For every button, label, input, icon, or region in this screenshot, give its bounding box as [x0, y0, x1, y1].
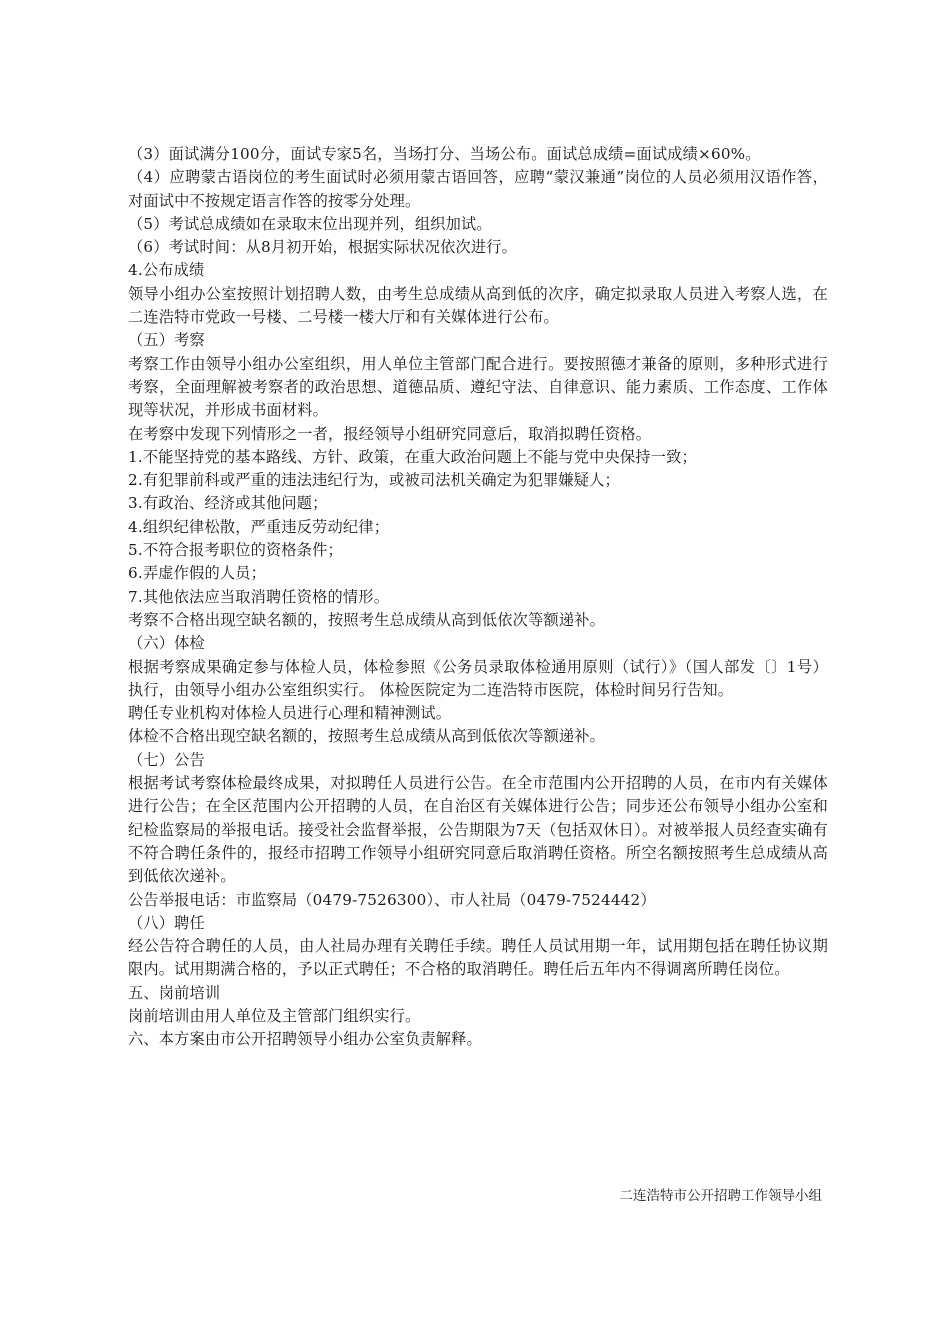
document-paragraph: 经公告符合聘任的人员，由人社局办理有关聘任手续。聘任人员试用期一年，试用期包括在聘任协议期限内。试用期满合格的，予以正式聘任；不合格的取消聘任。聘任后五年内不得调离所聘任岗位。: [128, 937, 828, 979]
document-paragraph: 4.组织纪律松散，严重违反劳动纪律；: [128, 517, 390, 536]
document-paragraph: 根据考察成果确定参与体检人员，体检参照《公务员录取体检通用原则（试行）》（国人部发〔〕1号）执行，由领导小组办公室组织实行。 体检医院定为二连浩特市医院，体检时间另行告知。: [128, 657, 828, 699]
signature-line: 二连浩特市公开招聘工作领导小组: [619, 1188, 822, 1204]
document-paragraph: 4.公布成绩: [128, 261, 205, 280]
document-paragraph: 体检不合格出现空缺名额的，按照考生总成绩从高到低依次等额递补。: [128, 727, 606, 746]
document-paragraph: 六、本方案由市公开招聘领导小组办公室负责解释。: [128, 1030, 482, 1049]
document-paragraph: （八）聘任: [128, 913, 205, 932]
document-body: [128, 143, 828, 1052]
document-paragraph: 1.不能坚持党的基本路线、方针、政策，在重大政治问题上不能与党中央保持一致；: [128, 447, 697, 466]
document-paragraph: 在考察中发现下列情形之一者，报经领导小组研究同意后，取消拟聘任资格。: [128, 424, 652, 443]
document-paragraph: （4）应聘蒙古语岗位的考生面试时必须用蒙古语回答，应聘“蒙汉兼通”岗位的人员必须用汉语作答，对面试中不按规定语言作答的按零分处理。: [128, 168, 828, 210]
document-paragraph: 3.有政治、经济或其他问题；: [128, 494, 328, 513]
document-paragraph: 公告举报电话：市监察局（0479-7526300）、市人社局（0479-7524442）: [128, 890, 656, 909]
document-paragraph: 聘任专业机构对体检人员进行心理和精神测试。: [128, 704, 452, 723]
document-paragraph: 五、岗前培训: [128, 983, 221, 1002]
document-paragraph: 2.有犯罪前科或严重的违法违纪行为，或被司法机关确定为犯罪嫌疑人；: [128, 471, 620, 490]
document-paragraph: （六）体检: [128, 634, 205, 653]
document-paragraph: 岗前培训由用人单位及主管部门组织实行。: [128, 1006, 421, 1025]
document-paragraph: （五）考察: [128, 331, 205, 350]
document-paragraph: 5.不符合报考职位的资格条件；: [128, 541, 343, 560]
document-paragraph: 考察不合格出现空缺名额的，按照考生总成绩从高到低依次等额递补。: [128, 610, 606, 629]
document-paragraph: 根据考试考察体检最终成果，对拟聘任人员进行公告。在全市范围内公开招聘的人员，在市内有关媒体进行公告；在全区范围内公开招聘的人员，在自治区有关媒体进行公告；同步还公布领导小组办公室和纪检监察局的举报电话。接受社会监督举报，公告期限为7天（包括双休日）。对被举报人员经查实确有不符合聘任条件的，报经市招聘工作领导小组研究同意后取消聘任资格。所空名额按照考生总成绩从高到低依次递补。: [128, 774, 828, 886]
document-paragraph: 领导小组办公室按照计划招聘人数，由考生总成绩从高到低的次序，确定拟录取人员进入考察人选，在二连浩特市党政一号楼、二号楼一楼大厅和有关媒体进行公布。: [128, 284, 828, 327]
document-paragraph: （3）面试满分100分，面试专家5名，当场打分、当场公布。面试总成绩=面试成绩×60%。: [128, 145, 761, 163]
document-paragraph: （6）考试时间：从8月初开始，根据实际状况依次进行。: [128, 238, 518, 257]
document-paragraph: 7.其他依法应当取消聘任资格的情形。: [128, 587, 390, 606]
document-paragraph: （5）考试总成绩如在录取末位出现并列，组织加试。: [128, 214, 492, 233]
document-paragraph: （七）公告: [128, 750, 205, 769]
document-paragraph: 考察工作由领导小组办公室组织，用人单位主管部门配合进行。要按照德才兼备的原则，多种形式进行考察，全面理解被考察者的政治思想、道德品质、遵纪守法、自律意识、能力素质、工作态度、工作体现等状况，并形成书面材料。: [128, 354, 828, 420]
document-paragraph: 6.弄虚作假的人员；: [128, 564, 266, 583]
